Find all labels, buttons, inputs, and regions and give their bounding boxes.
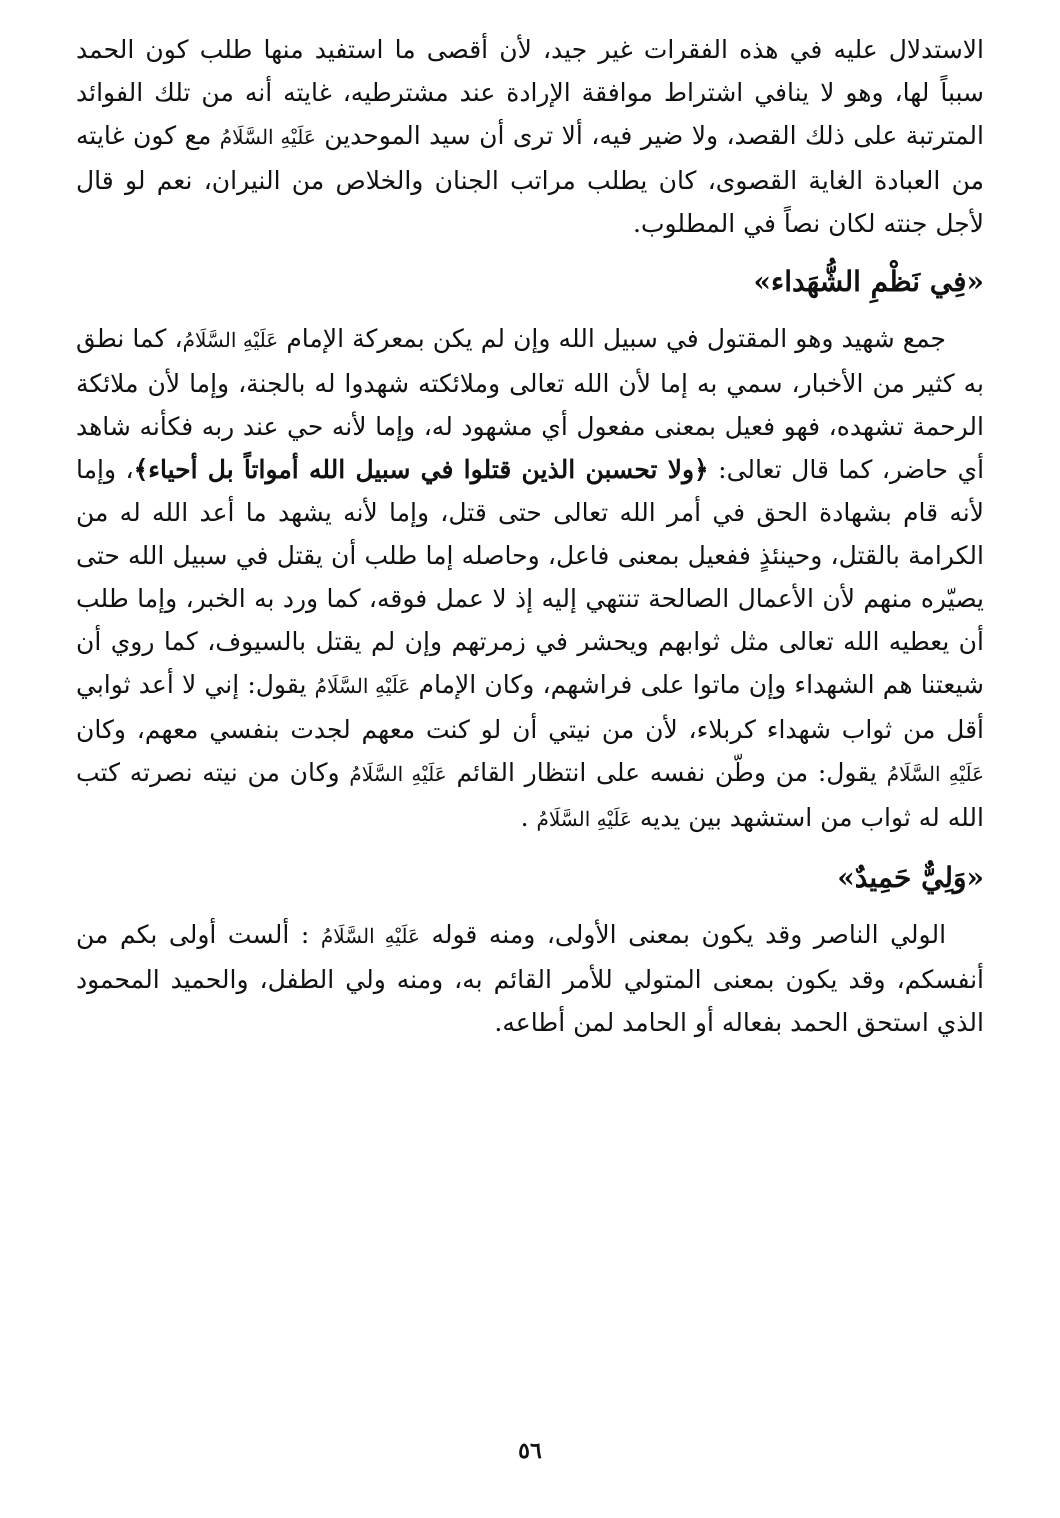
honorific-glyph: عَلَيْهِ السَّلَامُ xyxy=(314,674,411,698)
paragraph-wali-hamid: الولي الناصر وقد يكون بمعنى الأولى، ومنه قوله عَلَيْهِ السَّلَامُ : ألست أولى بكم من أنفسكم، وقد يكون بمعنى المتولي للأمر القائم به، ومنه ولي الطفل، والحميد المحمود الذي استحق الحمد بفعاله أو الحامد لمن أطاعه. xyxy=(76,920,984,1037)
paragraph-intro: الاستدلال عليه في هذه الفقرات غير جيد، لأن أقصى ما استفيد منها طلب كون الحمد سبباً لها، وهو لا ينافي اشتراط موافقة الإرادة عند مشترطيه، غايته أنه من تلك الفوائد المترتبة على ذلك القصد، ولا ضير فيه، ألا ترى أن سيد الموحدين عَلَيْهِ السَّلَامُ مع كون غايته من العبادة الغاية القصوى، كان يطلب مراتب الجنان والخلاص من النيران، نعم لو قال لأجل جنته لكان نصاً في المطلوب. xyxy=(76,35,984,238)
honorific-glyph: عَلَيْهِ السَّلَامُ xyxy=(182,328,279,352)
quran-verse: ﴿ولا تحسبن الذين قتلوا في سبيل الله أمواتاً بل أحياء﴾ xyxy=(133,455,709,484)
honorific-glyph: عَلَيْهِ السَّلَامُ xyxy=(219,125,316,149)
page-body xyxy=(76,28,984,1044)
section-heading-martyrs: «فِي نَظْمِ الشُّهَداء» xyxy=(753,265,984,298)
honorific-glyph: عَلَيْهِ السَّلَامُ xyxy=(536,807,632,831)
honorific-glyph: عَلَيْهِ السَّلَامُ xyxy=(320,924,420,948)
section-heading-wali-hamid: «وَلِيٌّ حَمِيدٌ» xyxy=(837,861,984,894)
page-number: ٥٦ xyxy=(518,1438,542,1464)
paragraph-martyrs: جمع شهيد وهو المقتول في سبيل الله وإن لم يكن بمعركة الإمام عَلَيْهِ السَّلَامُ، كما نطق به كثير من الأخبار، سمي به إما لأن الله تعالى وملائكته شهدوا له بالجنة، وإما لأن ملائكة الرحمة تشهده، فهو فعيل بمعنى مفعول أي مشهود له، وإما لأنه حي عند ربه فكأنه شاهد أي حاضر، كما قال تعالى: ﴿ولا تحسبن الذين قتلوا في سبيل الله أمواتاً بل أحياء﴾، وإما لأنه قام بشهادة الحق في أمر الله تعالى حتى قتل، وإما لأنه يشهد ما أعد الله له من الكرامة بالقتل، وحينئذٍ ففعيل بمعنى فاعل، وحاصله إما طلب أن يقتل في سبيل الله حتى يصيّره منهم لأن الأعمال الصالحة تنتهي إليه إذ لا عمل فوقه، كما ورد به الخبر، وإما طلب أن يعطيه الله تعالى مثل ثوابهم ويحشر في زمرتهم وإن لم يقتل بالسيوف، كما روي أن شيعتنا هم الشهداء وإن ماتوا على فراشهم، وكان الإمام عَلَيْهِ السَّلَامُ يقول: إني لا أعد ثوابي أقل من ثواب شهداء كربلاء، لأن من نيتي أن لو كنت معهم لجدت بنفسي معهم، وكان عَلَيْهِ السَّلَامُ يقول: من وطّن نفسه على انتظار القائم عَلَيْهِ السَّلَامُ وكان من نيته نصرته كتب الله له ثواب من استشهد بين يديه عَلَيْهِ السَّلَامُ . xyxy=(76,324,985,832)
honorific-glyph: عَلَيْهِ السَّلَامُ xyxy=(349,762,447,786)
honorific-glyph: عَلَيْهِ السَّلَامُ xyxy=(886,762,985,786)
